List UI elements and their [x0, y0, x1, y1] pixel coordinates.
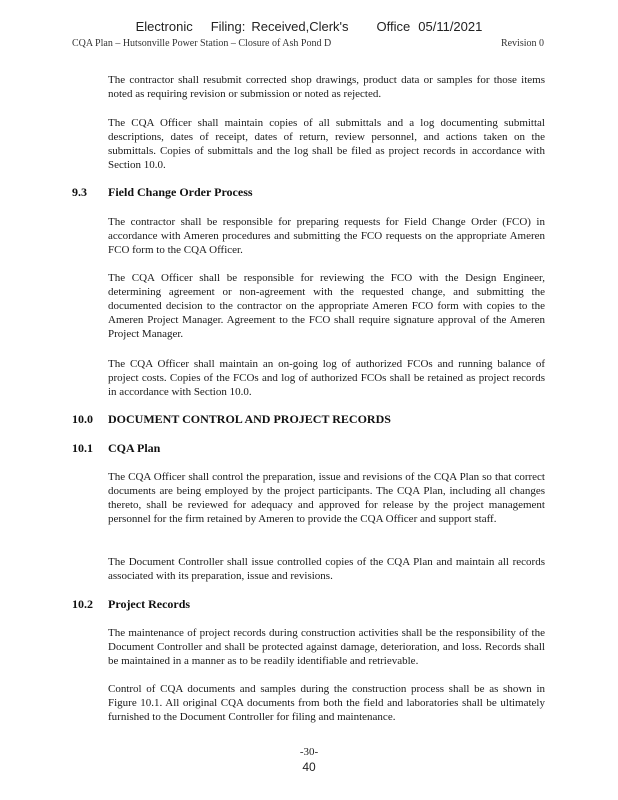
section-heading-10-2: [72, 597, 190, 612]
section-number: 10.1: [72, 441, 93, 455]
stamp-electronic: Electronic: [135, 19, 193, 34]
filing-stamp: [0, 19, 618, 34]
section-title: Project Records: [108, 597, 191, 611]
stamp-date: 05/11/2021: [418, 19, 483, 34]
header-revision: Revision 0: [500, 38, 544, 49]
paragraph-fco-review: The CQA Officer shall be responsible for reviewing the FCO with the Design Engineer, determining agreement or non-agreement with the requested change, and submitting the documented decision to the contractor on the appropriate Ameren FCO form with copies to the Ameren Project Manager. Agreement to the FCO shall require signature approval of the Ameren Project Manager.: [108, 272, 545, 340]
section-title: CQA Plan: [108, 441, 161, 455]
paragraph-document-controller: The Document Controller shall issue controlled copies of the CQA Plan and maintain all records associated with its preparation, issue and revisions.: [108, 556, 545, 582]
stamp-office: Office: [376, 19, 411, 34]
section-title: Field Change Order Process: [108, 185, 253, 199]
pdf-page-number: 40: [302, 760, 316, 774]
paragraph-cqa-plan-control: The CQA Officer shall control the preparation, issue and revisions of the CQA Plan so that correct documents are being employed by the project participants. The CQA Plan, including all changes thereto, shall be reviewed for adequacy and approved for release by the project management personnel for the firm retained by Ameren to provide the CQA Officer and support staff.: [108, 471, 545, 525]
section-number: 9.3: [72, 185, 87, 199]
stamp-received: Received,Clerk's: [251, 19, 349, 34]
paragraph-resubmit: The contractor shall resubmit corrected shop drawings, product data or samples for those items noted as requiring revision or submission or noted as rejected.: [108, 74, 545, 100]
section-heading-10-0: [72, 412, 391, 427]
paragraph-fco-log: The CQA Officer shall maintain an on-going log of authorized FCOs and running balance of project costs. Copies of the FCOs and log of authorized FCOs shall be retained as project records in accordance with Section 10.0.: [108, 358, 545, 398]
paragraph-records-maintenance: The maintenance of project records during construction activities shall be the responsibility of the Document Controller and shall be protected against damage, deterioration, and loss. Records shall be maintained in a manner as to be readily identifiable and retrievable.: [108, 627, 545, 667]
section-heading-10-1: [72, 441, 160, 456]
stamp-filing: Filing:: [210, 19, 246, 34]
paragraph-document-samples: Control of CQA documents and samples during the construction process shall be as shown in Figure 10.1. All original CQA documents from both the field and laboratories shall be ultimately furnished to the Document Controller for filing and maintenance.: [108, 683, 545, 723]
section-number: 10.2: [72, 597, 93, 611]
paragraph-submittal-log: The CQA Officer shall maintain copies of all submittals and a log documenting submittal descriptions, dates of receipt, dates of return, review personnel, and actions taken on the submittals. Copies of submittals and the log shall be filed as project records in accordance with Section 10.0.: [108, 117, 545, 171]
paragraph-fco-request: The contractor shall be responsible for preparing requests for Field Change Order (FCO) in accordance with Ameren procedures and submitting the FCO requests on the appropriate Ameren FCO form to the CQA Officer.: [108, 216, 545, 256]
section-title: DOCUMENT CONTROL AND PROJECT RECORDS: [108, 412, 391, 426]
section-heading-9-3: [72, 185, 253, 200]
page-number: -30-: [299, 746, 319, 758]
section-number: 10.0: [72, 412, 93, 426]
header-title: CQA Plan – Hutsonville Power Station – Closure of Ash Pond D: [72, 38, 332, 49]
